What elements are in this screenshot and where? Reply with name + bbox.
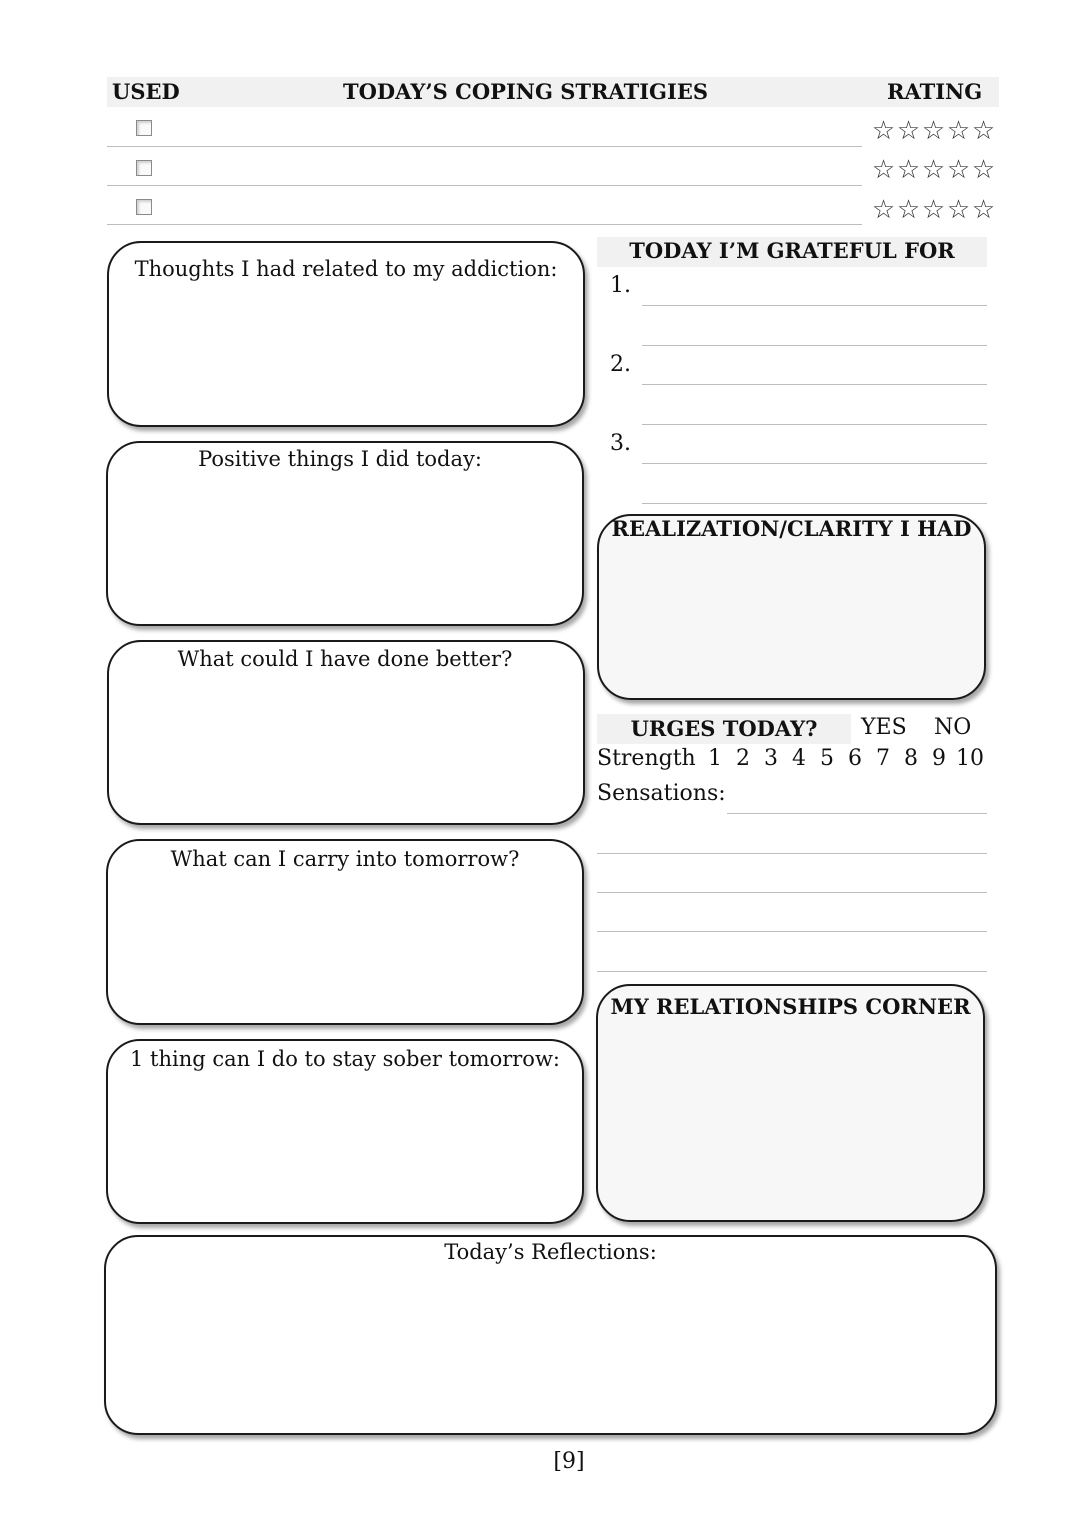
grateful-line-3b[interactable] [642,503,987,504]
sensations-line-1[interactable] [727,813,987,814]
header-strategies: TODAY’S COPING STRATIGIES [343,79,708,104]
relationships-box[interactable] [596,984,985,1222]
strength-option[interactable]: 3 [764,746,778,771]
sensations-line-2[interactable] [597,853,987,854]
strength-option[interactable]: 8 [904,746,918,771]
grateful-item-1-number: 1. [610,273,631,298]
sensations-label: Sensations: [597,781,726,806]
star-icon[interactable]: ☆ [921,116,946,146]
star-icon[interactable]: ☆ [921,195,946,225]
grateful-line-3a[interactable] [642,463,987,464]
rating-stars-3[interactable] [871,196,996,224]
strength-option[interactable]: 7 [876,746,890,771]
coping-checkbox-3[interactable] [136,199,152,215]
star-icon[interactable]: ☆ [971,116,996,146]
strength-option[interactable]: 6 [848,746,862,771]
star-icon[interactable]: ☆ [946,195,971,225]
coping-checkbox-2[interactable] [136,160,152,176]
coping-strategy-line-1[interactable] [107,146,862,147]
strength-option[interactable]: 10 [956,746,984,771]
stay-sober-box-title: 1 thing can I do to stay sober tomorrow: [129,1047,561,1071]
header-used: USED [112,79,180,104]
star-icon[interactable]: ☆ [896,195,921,225]
star-icon[interactable]: ☆ [946,116,971,146]
star-icon[interactable]: ☆ [971,155,996,185]
star-icon[interactable]: ☆ [896,155,921,185]
done-better-box-title: What could I have done better? [177,647,513,671]
carry-tomorrow-box-title: What can I carry into tomorrow? [170,847,520,871]
done-better-box[interactable] [107,640,585,825]
grateful-item-3-number: 3. [610,431,631,456]
urges-title: URGES TODAY? [630,716,818,741]
grateful-title: TODAY I’M GRATEFUL FOR [629,238,955,263]
carry-tomorrow-box[interactable] [106,839,584,1025]
coping-strategy-line-3[interactable] [107,224,862,225]
positive-things-box[interactable] [106,441,584,626]
star-icon[interactable]: ☆ [896,116,921,146]
sensations-line-5[interactable] [597,971,987,972]
relationships-box-title: MY RELATIONSHIPS CORNER [610,994,971,1019]
strength-label: Strength [597,746,696,771]
positive-things-box-title: Positive things I did today: [198,447,482,471]
strength-option[interactable]: 9 [932,746,946,771]
urges-yes-option[interactable]: YES [861,715,907,740]
reflections-box-title: Today’s Reflections: [444,1240,657,1264]
strength-scale[interactable] [701,746,987,771]
realization-box[interactable] [597,514,986,700]
urges-no-option[interactable]: NO [934,715,972,740]
sensations-line-3[interactable] [597,892,987,893]
star-icon[interactable]: ☆ [871,155,896,185]
strength-option[interactable]: 5 [820,746,834,771]
stay-sober-box[interactable] [106,1039,584,1224]
coping-checkbox-1[interactable] [136,120,152,136]
star-icon[interactable]: ☆ [871,116,896,146]
realization-box-title: REALIZATION/CLARITY I HAD [611,516,972,541]
star-icon[interactable]: ☆ [971,195,996,225]
rating-stars-1[interactable] [871,117,996,145]
star-icon[interactable]: ☆ [871,195,896,225]
page-number: [9] [553,1449,585,1474]
thoughts-box-title: Thoughts I had related to my addiction: [134,257,558,281]
sensations-line-4[interactable] [597,931,987,932]
grateful-line-1b[interactable] [642,345,987,346]
thoughts-box[interactable] [107,241,585,427]
strength-option[interactable]: 2 [736,746,750,771]
star-icon[interactable]: ☆ [946,155,971,185]
strength-option[interactable]: 1 [708,746,722,771]
header-rating: RATING [887,79,983,104]
grateful-item-2-number: 2. [610,352,631,377]
reflections-box[interactable] [104,1235,997,1435]
coping-strategy-line-2[interactable] [107,185,862,186]
strength-option[interactable]: 4 [792,746,806,771]
grateful-line-1a[interactable] [642,305,987,306]
grateful-line-2b[interactable] [642,424,987,425]
rating-stars-2[interactable] [871,156,996,184]
star-icon[interactable]: ☆ [921,155,946,185]
grateful-line-2a[interactable] [642,384,987,385]
